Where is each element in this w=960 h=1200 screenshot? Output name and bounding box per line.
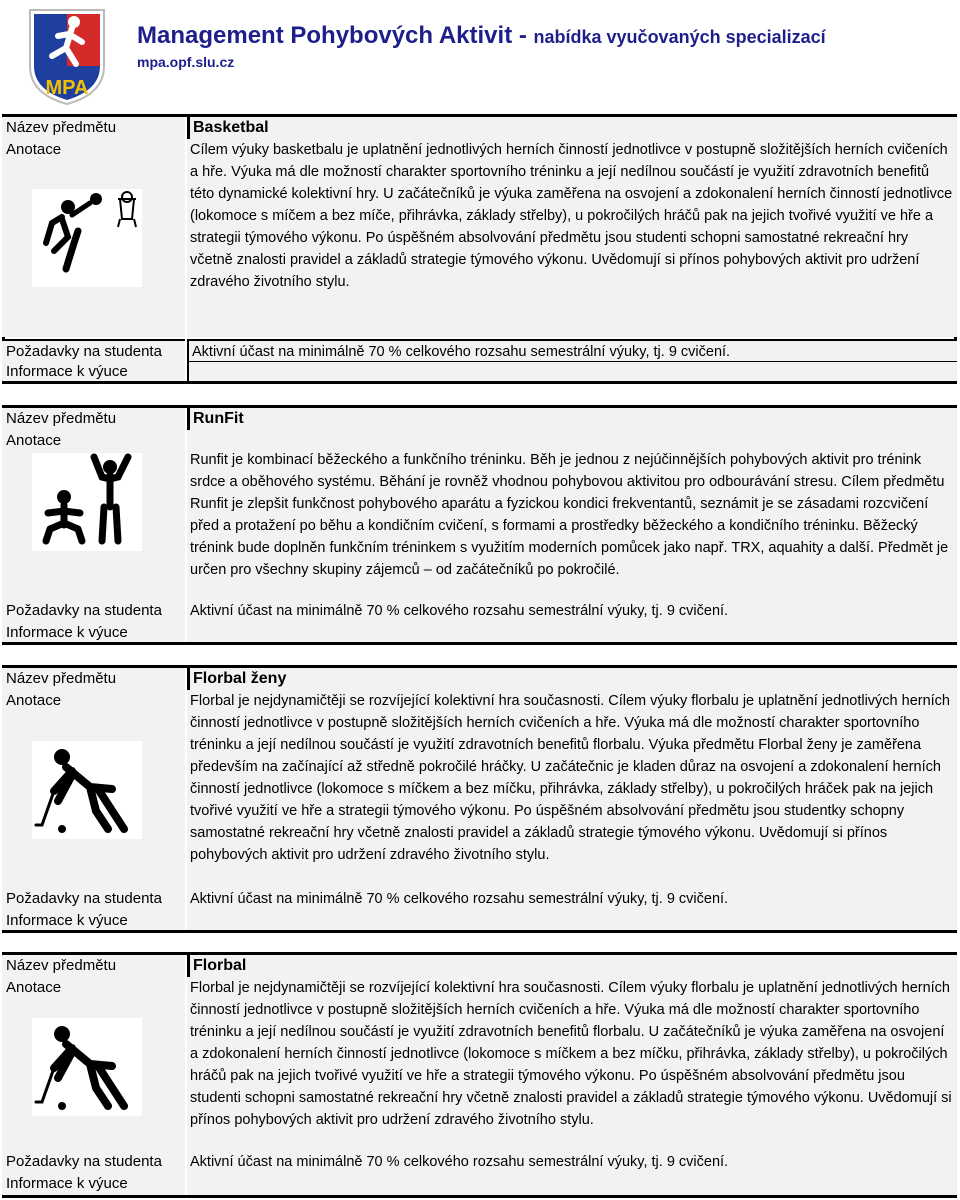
title-main: Management Pohybových Aktivit <box>137 22 513 49</box>
basketball-player-icon <box>32 189 142 287</box>
label-name: Název předmětu <box>2 117 185 139</box>
course-name: RunFit <box>193 410 244 427</box>
label-annotation-text: Anotace <box>6 979 62 996</box>
label-annotation-text: Anotace <box>6 141 62 158</box>
label-requirements: Požadavky na studenta <box>2 888 185 910</box>
course-basketbal <box>2 114 957 384</box>
course-annotation: Cílem výuky basketbalu je uplatnění jednotlivých herních činností jednotlivce v postupně složitějších herních cvičeních a hře. Výuka má dle možností charakter sportovního tréninku a její nedílnou součástí je využití zdravotních benefitů této dynamické kolektivní hry. U začátečníků je výuka zaměřena na osvojení a zdokonalení herních činností jednotlivce (lokomoce s míčem a bez míče, přihrávka, základy střelby), u pokročilých hráčů pak na jejich tvořivé využití ve hře a strategii týmového výkonu. Po úspěšném absolvování předmětu jsou studenti schopni samostatné rekreační hry včetně znalosti pravidel a základů strategie týmového výkonu. Uvědomují si přínos pohybových aktivit pro udržení zdravého životního stylu. <box>187 139 957 337</box>
course-name-cell <box>187 668 957 690</box>
course-requirements: Aktivní účast na minimálně 70 % celkového rozsahu semestrální výuky, tj. 9 cvičení. <box>187 600 957 622</box>
mpa-logo <box>22 6 112 106</box>
course-name: Florbal <box>193 957 247 974</box>
label-annotation-text: Anotace <box>6 692 62 709</box>
course-info <box>187 622 957 642</box>
label-annotation-text: Anotace <box>6 432 62 449</box>
course-annotation: Runfit je kombinací běžeckého a funkčního tréninku. Běh je jednou z nejúčinnějších pohybových aktivit pro trénink srdce a oběhového systému. Běhání je rovněž vhodnou pohybovou aktivitou pro odbourávání stresu. Cílem předmětu Runfit je zlepšit funkčnost pohybového aparátu a fyzickou kondici frekventantů, seznámit je se zásadami rozcvičení před a protažení po běhu a kondičním cvičení, s formami a prostředky běžeckého a kondičního tréninku. Běžecký trénink bude doplněn funkčním tréninkem s využitím moderních pomůcek jako např. TRX, aquahity a další. Předmět je určen pro všechny skupiny zájemců – od začátečníků po pokročilé. <box>187 430 957 600</box>
label-name: Název předmětu <box>2 408 185 430</box>
label-info: Informace k výuce <box>2 910 185 930</box>
label-info: Informace k výuce <box>2 361 185 381</box>
label-name: Název předmětu <box>2 955 185 977</box>
course-florbal <box>2 952 957 1198</box>
label-info: Informace k výuce <box>2 1173 185 1195</box>
label-requirements: Požadavky na studenta <box>2 339 185 361</box>
course-name: Basketbal <box>193 119 269 136</box>
title-dash: - <box>512 22 534 49</box>
course-florbal-zeny <box>2 665 957 933</box>
course-name: Florbal ženy <box>193 670 287 687</box>
floorball-player-icon <box>32 1018 142 1116</box>
course-requirements: Aktivní účast na minimálně 70 % celkového rozsahu semestrální výuky, tj. 9 cvičení. <box>187 888 957 910</box>
label-requirements: Požadavky na studenta <box>2 600 185 622</box>
course-annotation: Florbal je nejdynamičtěji se rozvíjející kolektivní hra současnosti. Cílem výuky florbalu je uplatnění jednotlivých herních činností jednotlivce v postupně složitějších herních cvičeních a hře. Výuka má dle možností charakter sportovního tréninku a její nedílnou součástí je využití zdravotních benefitů florbalu. U začátečníků je výuka zaměřena na osvojení a zdokonalení herních činností jednotlivce (lokomoce s míčkem a bez míčku, přihrávka, základy střelby), u pokročilých hráčů pak na jejich tvořivé využití ve hře a strategii týmového výkonu. Po úspěšném absolvování předmětu jsou studenti schopni samostatné rekreační hry včetně znalosti pravidel a základů strategie týmového výkonu. Uvědomují si přínos pohybových aktivit pro udržení zdravého životního stylu. <box>187 977 957 1153</box>
course-annotation: Florbal je nejdynamičtěji se rozvíjející kolektivní hra současnosti. Cílem výuky florbalu je uplatnění jednotlivých herních činností jednotlivce v postupně složitějších herních cvičeních a hře. Výuka má dle možností charakter sportovního tréninku a její nedílnou součástí je využití zdravotních benefitů florbalu. Výuka předmětu Florbal ženy je zaměřena především na začínající až středně pokročilé hráčky. U začátečnic je kladen důraz na osvojení a zdokonalení herních činností jednotlivce (lokomoce s míčkem a bez míčku, přihrávka, základy střelby), u pokročilých hráček pak na jejich tvořivé využití ve hře a strategii týmového výkonu. Po úspěšném absolvování předmětu jsou studentky schopny samostatné rekreační hry včetně znalosti pravidel a základů strategie týmového výkonu. Uvědomují si přínos pohybových aktivit pro udržení zdravého životního stylu. <box>187 690 957 888</box>
course-info <box>187 1173 957 1195</box>
fitness-people-icon <box>32 453 142 551</box>
course-runfit <box>2 405 957 645</box>
page-title <box>137 22 826 50</box>
title-subtitle: nabídka vyučovaných specializací <box>533 27 826 47</box>
course-requirements: Aktivní účast na minimálně 70 % celkového rozsahu semestrální výuky, tj. 9 cvičení. <box>187 339 957 361</box>
course-name-cell <box>187 408 957 430</box>
course-requirements: Aktivní účast na minimálně 70 % celkového rozsahu semestrální výuky, tj. 9 cvičení. <box>187 1151 957 1173</box>
label-requirements: Požadavky na studenta <box>2 1151 185 1173</box>
logo-text: MPA <box>45 77 89 99</box>
course-info <box>187 910 957 930</box>
course-info <box>187 361 957 381</box>
course-name-cell <box>187 955 957 977</box>
site-url: mpa.opf.slu.cz <box>137 54 235 70</box>
label-name: Název předmětu <box>2 668 185 690</box>
floorball-player-icon <box>32 741 142 839</box>
label-info: Informace k výuce <box>2 622 185 642</box>
course-name-cell <box>187 117 957 139</box>
